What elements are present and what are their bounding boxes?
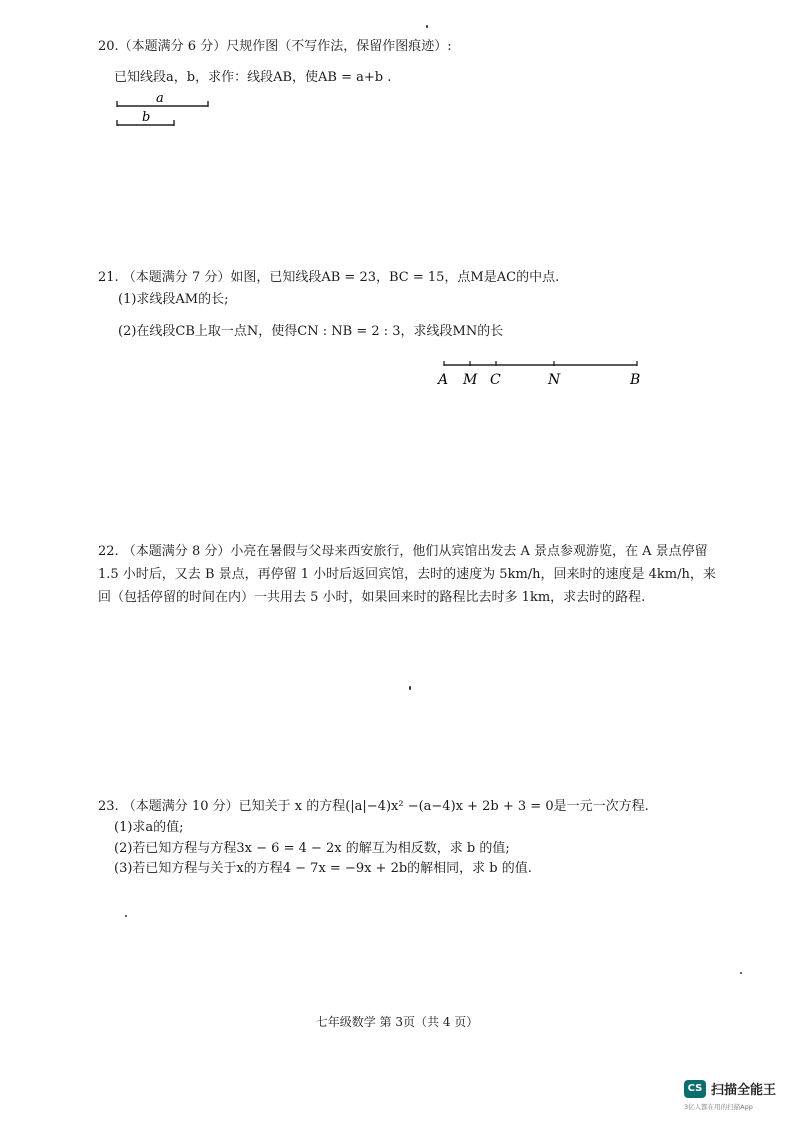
- q23-part3: (3)若已知方程与关于x的方程4 − 7x = −9x + 2b的解相同，求 b 的值.: [114, 861, 532, 876]
- q21-part1: (1)求线段AM的长;: [118, 292, 229, 307]
- q22-line2: 1.5 小时后，又去 B 景点，再停留 1 小时后返回宾馆，去时的速度为 5km/h，回来时的速度是 4km/h，来: [98, 567, 716, 582]
- point-b-label: B: [630, 372, 641, 388]
- q20-title: 20.（本题满分 6 分）尺规作图（不写作法，保留作图痕迹）:: [98, 39, 452, 54]
- segment-b-label: b: [142, 110, 151, 125]
- point-n-label: N: [548, 372, 561, 388]
- segment-a-label: a: [156, 91, 164, 106]
- cs-logo-icon: CS: [684, 1080, 706, 1098]
- q23-title: 23. （本题满分 10 分）已知关于 x 的方程(|a|−4)x² −(a−4)x + 2b + 3 = 0是一元一次方程.: [98, 799, 649, 814]
- point-c-label: C: [490, 372, 501, 388]
- q20-segments-figure: [112, 90, 222, 136]
- q21-line-figure: [432, 356, 652, 392]
- q20-given: 已知线段a，b，求作：线段AB，使AB = a+b .: [114, 70, 392, 85]
- page-footer: 七年级数学 第 3页（共 4 页）: [315, 1015, 479, 1029]
- q21-part2: (2)在线段CB上取一点N，使得CN : NB = 2 : 3，求线段MN的长: [118, 324, 504, 339]
- scan-speck: [426, 25, 428, 28]
- point-a-label: A: [438, 372, 449, 388]
- point-m-label: M: [463, 372, 478, 388]
- brand-tagline: 3亿人都在用的扫描App: [684, 1103, 753, 1111]
- scan-speck: [409, 686, 411, 690]
- q22-line3: 回（包括停留的时间在内）一共用去 5 小时，如果回来时的路程比去时多 1km，求去时的路程.: [98, 590, 646, 605]
- brand-name: 扫描全能王: [711, 1083, 777, 1098]
- scan-speck: [125, 915, 127, 917]
- scanner-watermark: [684, 1076, 784, 1116]
- q23-part2: (2)若已知方程与方程3x − 6 = 4 − 2x 的解互为相反数，求 b 的值;: [114, 841, 510, 856]
- q22-line1: 22. （本题满分 8 分）小亮在暑假与父母来西安旅行，他们从宾馆出发去 A 景点参观游览，在 A 景点停留: [98, 544, 708, 559]
- scan-speck: [740, 972, 742, 974]
- q23-part1: (1)求a的值;: [114, 820, 184, 835]
- q21-title: 21. （本题满分 7 分）如图，已知线段AB = 23，BC = 15，点M是AC的中点.: [98, 270, 560, 285]
